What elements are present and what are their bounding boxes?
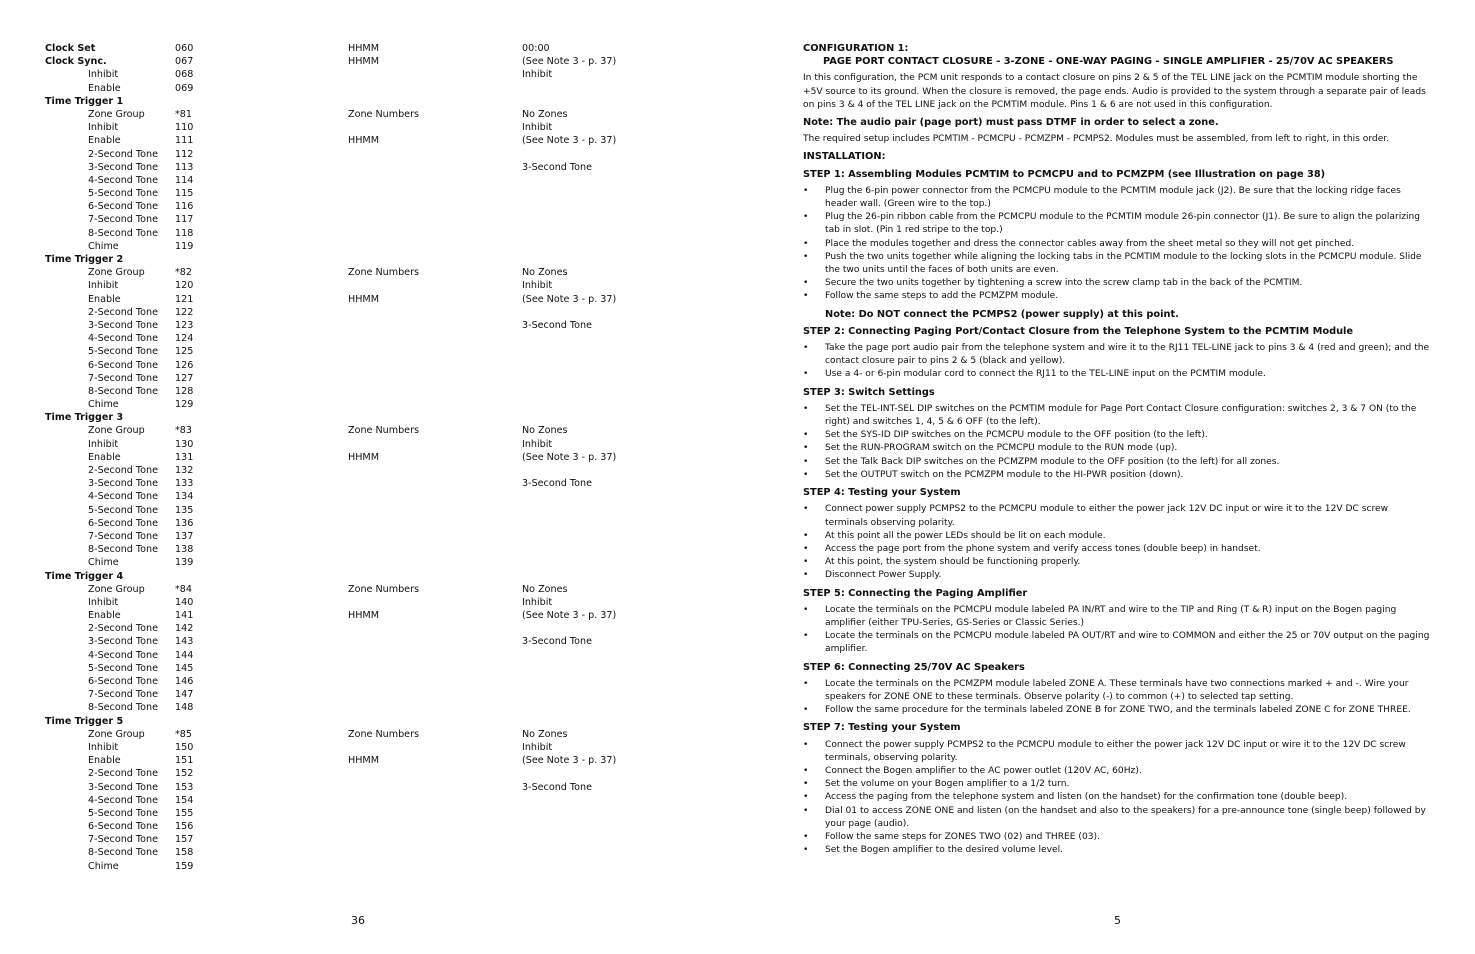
- list-item: • Set the volume on your Bogen amplifier to a 1/2 turn.: [803, 778, 1433, 791]
- row-default: Inhibit: [522, 741, 553, 753]
- row-label: 5-Second Tone: [88, 504, 159, 516]
- row-code: 117: [175, 214, 194, 226]
- row-label: 5-Second Tone: [88, 807, 159, 819]
- row-format: Zone Numbers: [348, 583, 420, 595]
- row-code: 159: [175, 860, 194, 872]
- row-label: 5-Second Tone: [88, 662, 159, 674]
- row-label: 7-Second Tone: [88, 214, 159, 226]
- row-default: (See Note 3 - p. 37): [522, 135, 617, 147]
- row-label: 8-Second Tone: [88, 847, 159, 859]
- list-item: • Take the page port audio pair from the telephone system and wire it to the RJ11 TEL-LINE jack to pins 3 & 4 (red and green); and the contact closure pair to pins 2 & 5 (black and yellow).: [803, 342, 1433, 368]
- list-item: • At this point, the system should be functioning properly.: [803, 556, 1433, 569]
- row-label: Enable: [88, 82, 121, 94]
- step3-list: [803, 403, 1433, 482]
- step5-list: [803, 604, 1433, 657]
- row-code: 148: [175, 702, 194, 714]
- row-label: 6-Second Tone: [88, 821, 159, 833]
- row-label: Inhibit: [88, 280, 119, 292]
- row-code: 116: [175, 201, 194, 213]
- row-format: HHMM: [348, 43, 379, 54]
- step3-heading: STEP 3: Switch Settings: [803, 386, 935, 398]
- row-code: 131: [175, 451, 194, 463]
- list-item: • Access the paging from the telephone system and listen (on the handset) for the confirmation tone (double beep).: [803, 791, 1433, 804]
- list-item: • Set the TEL-INT-SEL DIP switches on the PCMTIM module for Page Port Contact Closure configuration: switches 2, 3 & 7 ON (to the right) and switches 1, 4, 5 & 6 OFF (to the left).: [803, 403, 1433, 429]
- row-default: Inhibit: [522, 122, 553, 134]
- row-default: (See Note 3 - p. 37): [522, 56, 617, 68]
- list-item: • Follow the same procedure for the terminals labeled ZONE B for ZONE TWO, and the terminals labeled ZONE C for ZONE THREE.: [803, 704, 1433, 717]
- row-label: Time Trigger 4: [45, 570, 124, 582]
- row-code: 126: [175, 359, 194, 371]
- row-code: 118: [175, 227, 194, 239]
- list-item: • Connect power supply PCMPS2 to the PCMCPU module to either the power jack 12V DC input or wire it to the 12V DC screw terminals observing polarity.: [803, 503, 1433, 529]
- row-format: HHMM: [348, 451, 379, 463]
- row-code: 134: [175, 491, 194, 503]
- row-code: 133: [175, 478, 194, 490]
- row-default: 3-Second Tone: [522, 781, 593, 793]
- row-label: Enable: [88, 451, 121, 463]
- row-default: Inhibit: [522, 438, 553, 450]
- step1-heading: STEP 1: Assembling Modules PCMTIM to PCMCPU and to PCMZPM (see Illustration on page 38): [803, 168, 1326, 180]
- row-format: Zone Numbers: [348, 728, 420, 740]
- row-code: *85: [175, 728, 193, 740]
- row-label: Clock Set: [45, 43, 96, 54]
- step7-list: [803, 739, 1433, 858]
- row-label: Enable: [88, 755, 121, 767]
- row-label: 3-Second Tone: [88, 781, 159, 793]
- step6-heading: STEP 6: Connecting 25/70V AC Speakers: [803, 661, 1025, 673]
- row-code: 123: [175, 319, 194, 331]
- intro-paragraph: In this configuration, the PCM unit responds to a contact closure on pins 2 & 5 of the TEL LINE jack on the PCMTIM module shorting the +5V source to its ground. When the closure is removed, the page ends. Audio is provided to the system through a separate pair of leads on pins 3 & 4 of the TEL LINE jack on the PCMTIM module. Pins 1 & 6 are not used in this configuration.: [803, 73, 1426, 110]
- step2-list: [803, 342, 1433, 382]
- list-item: • Set the RUN-PROGRAM switch on the PCMCPU module to the RUN mode (up).: [803, 442, 1433, 455]
- step1-list: [803, 185, 1433, 304]
- row-default: No Zones: [522, 728, 568, 740]
- row-label: 8-Second Tone: [88, 702, 159, 714]
- row-code: 153: [175, 781, 194, 793]
- dtmf-note: Note: The audio pair (page port) must pass DTMF in order to select a zone.: [803, 117, 1219, 129]
- row-label: 4-Second Tone: [88, 491, 159, 503]
- row-label: Inhibit: [88, 596, 119, 608]
- list-item: • Use a 4- or 6-pin modular cord to connect the RJ11 to the TEL-LINE input on the PCMTIM module.: [803, 368, 1433, 381]
- left-page: [0, 0, 737, 954]
- row-code: 140: [175, 596, 194, 608]
- row-label: 7-Second Tone: [88, 834, 159, 846]
- config-title: CONFIGURATION 1:: [803, 43, 909, 54]
- row-label: Enable: [88, 610, 121, 622]
- row-label: 6-Second Tone: [88, 359, 159, 371]
- row-label: Inhibit: [88, 438, 119, 450]
- row-code: 115: [175, 188, 194, 200]
- row-code: 139: [175, 557, 194, 569]
- row-default: 3-Second Tone: [522, 636, 593, 648]
- row-default: No Zones: [522, 108, 568, 120]
- step2-heading: STEP 2: Connecting Paging Port/Contact Closure from the Telephone System to the PCMTIM Module: [803, 325, 1354, 337]
- installation-heading: INSTALLATION:: [803, 151, 886, 163]
- row-label: Enable: [88, 293, 121, 305]
- row-default: 3-Second Tone: [522, 319, 593, 331]
- list-item: • Connect the power supply PCMPS2 to the PCMCPU module to either the power jack 12V DC input or wire it to the 12V DC screw terminals, observing polarity.: [803, 739, 1433, 765]
- row-label: Time Trigger 3: [45, 412, 124, 424]
- step6-list: [803, 678, 1433, 718]
- row-label: 8-Second Tone: [88, 385, 159, 397]
- row-label: Chime: [88, 240, 119, 252]
- row-label: Time Trigger 5: [45, 715, 124, 727]
- row-format: HHMM: [348, 135, 379, 147]
- list-item: • Place the modules together and dress the connector cables away from the sheet metal so they will not get pinched.: [803, 238, 1433, 251]
- list-item: • At this point all the power LEDs should be lit on each module.: [803, 530, 1433, 543]
- list-item: • Follow the same steps to add the PCMZPM module.: [803, 290, 1433, 303]
- row-label: Zone Group: [88, 425, 145, 437]
- row-label: 4-Second Tone: [88, 794, 159, 806]
- row-code: 129: [175, 399, 194, 411]
- row-default: Inhibit: [522, 280, 553, 292]
- row-code: 135: [175, 504, 194, 516]
- row-code: *81: [175, 108, 193, 120]
- row-code: 145: [175, 662, 194, 674]
- row-default: (See Note 3 - p. 37): [522, 293, 617, 305]
- list-item: • Dial 01 to access ZONE ONE and listen (on the handset and also to the speakers) for a pre-announce tone (single beep) followed by your page (audio).: [803, 805, 1433, 831]
- row-label: 8-Second Tone: [88, 544, 159, 556]
- row-code: 121: [175, 293, 194, 305]
- row-code: 130: [175, 438, 194, 450]
- row-label: 6-Second Tone: [88, 676, 159, 687]
- row-label: 4-Second Tone: [88, 649, 159, 661]
- config-subtitle: PAGE PORT CONTACT CLOSURE - 3-ZONE - ONE-WAY PAGING - SINGLE AMPLIFIER - 25/70V AC SPEAKERS: [823, 56, 1394, 68]
- row-label: 7-Second Tone: [88, 372, 159, 384]
- row-code: *84: [175, 583, 193, 595]
- row-default: (See Note 3 - p. 37): [522, 610, 617, 622]
- row-default: No Zones: [522, 267, 568, 279]
- row-code: 155: [175, 807, 194, 819]
- row-label: Zone Group: [88, 728, 145, 740]
- row-code: 147: [175, 689, 194, 701]
- left-page-number: 36: [351, 914, 365, 927]
- row-code: 114: [175, 174, 194, 186]
- row-code: 111: [175, 135, 194, 147]
- row-label: 2-Second Tone: [88, 768, 159, 780]
- row-code: 128: [175, 385, 194, 397]
- row-code: 113: [175, 161, 194, 173]
- row-default: No Zones: [522, 425, 568, 437]
- row-code: 154: [175, 794, 194, 806]
- row-code: 156: [175, 821, 194, 833]
- row-code: 125: [175, 346, 194, 358]
- list-item: • Secure the two units together by tightening a screw into the screw clamp tab in the back of the PCMTIM.: [803, 277, 1433, 290]
- row-default: Inhibit: [522, 596, 553, 608]
- row-label: Time Trigger 1: [45, 95, 124, 107]
- row-code: 124: [175, 333, 194, 345]
- list-item: • Locate the terminals on the PCMCPU module labeled PA IN/RT and wire to the TIP and Ring (T & R) input on the Bogen paging amplifier (either TPU-Series, GS-Series or Classic Series.): [803, 604, 1433, 630]
- row-label: 3-Second Tone: [88, 161, 159, 173]
- step5-heading: STEP 5: Connecting the Paging Amplifier: [803, 587, 1028, 599]
- row-code: 150: [175, 741, 194, 753]
- list-item: • Disconnect Power Supply.: [803, 569, 1433, 582]
- row-code: 067: [175, 56, 194, 68]
- row-code: 151: [175, 755, 194, 767]
- row-code: 141: [175, 610, 194, 622]
- configuration-text: [803, 42, 1433, 861]
- row-default: 3-Second Tone: [522, 161, 593, 173]
- row-label: 5-Second Tone: [88, 346, 159, 358]
- row-format: Zone Numbers: [348, 108, 420, 120]
- right-page-number: 5: [1114, 914, 1121, 927]
- row-code: 068: [175, 69, 194, 81]
- row-default: 3-Second Tone: [522, 478, 593, 490]
- row-default: (See Note 3 - p. 37): [522, 451, 617, 463]
- list-item: • Locate the terminals on the PCMCPU module labeled PA OUT/RT and wire to COMMON and either the 25 or 70V output on the paging amplifier.: [803, 630, 1433, 656]
- row-label: 4-Second Tone: [88, 174, 159, 186]
- list-item: • Set the OUTPUT switch on the PCMZPM module to the HI-PWR position (down).: [803, 469, 1433, 482]
- row-label: 3-Second Tone: [88, 319, 159, 331]
- row-format: HHMM: [348, 755, 379, 767]
- row-code: 136: [175, 517, 194, 529]
- row-code: 119: [175, 240, 194, 252]
- row-default: No Zones: [522, 583, 568, 595]
- step4-list: [803, 503, 1433, 582]
- row-label: 3-Second Tone: [88, 636, 159, 648]
- step1-note: Note: Do NOT connect the PCMPS2 (power supply) at this point.: [825, 308, 1179, 320]
- row-code: 138: [175, 544, 194, 556]
- row-code: 137: [175, 530, 194, 542]
- row-code: 112: [175, 148, 194, 160]
- row-default: (See Note 3 - p. 37): [522, 755, 617, 767]
- row-label: Time Trigger 2: [45, 254, 124, 265]
- row-default: 00:00: [522, 43, 550, 54]
- right-page: [737, 0, 1475, 954]
- row-label: Chime: [88, 860, 119, 872]
- row-code: 146: [175, 676, 194, 687]
- row-format: Zone Numbers: [348, 267, 420, 279]
- row-label: Enable: [88, 135, 121, 147]
- row-label: Clock Sync.: [45, 56, 107, 68]
- row-default: Inhibit: [522, 69, 553, 81]
- row-code: 144: [175, 649, 194, 661]
- row-code: 110: [175, 122, 194, 134]
- list-item: • Access the page port from the phone system and verify access tones (double beep) in handset.: [803, 543, 1433, 556]
- row-format: HHMM: [348, 293, 379, 305]
- row-label: Zone Group: [88, 583, 145, 595]
- row-code: 152: [175, 768, 194, 780]
- row-label: 2-Second Tone: [88, 148, 159, 160]
- list-item: • Follow the same steps for ZONES TWO (02) and THREE (03).: [803, 831, 1433, 844]
- row-label: 5-Second Tone: [88, 188, 159, 200]
- row-label: 7-Second Tone: [88, 530, 159, 542]
- row-code: 122: [175, 306, 194, 318]
- row-label: 4-Second Tone: [88, 333, 159, 345]
- row-format: HHMM: [348, 56, 379, 68]
- setup-paragraph: The required setup includes PCMTIM - PCMCPU - PCMZPM - PCMPS2. Modules must be assembled, from left to right, in this order.: [803, 134, 1390, 145]
- list-item: • Plug the 6-pin power connector from the PCMCPU module to the PCMTIM module jack (J2). Be sure that the locking ridge faces header wall. (Green wire to the top.): [803, 185, 1433, 211]
- row-code: 132: [175, 465, 194, 476]
- row-label: 2-Second Tone: [88, 465, 159, 476]
- row-label: Zone Group: [88, 267, 145, 279]
- step7-heading: STEP 7: Testing your System: [803, 722, 961, 734]
- row-label: Zone Group: [88, 108, 145, 120]
- row-code: 120: [175, 280, 194, 292]
- row-code: 069: [175, 82, 194, 94]
- row-format: HHMM: [348, 610, 379, 622]
- row-label: 7-Second Tone: [88, 689, 159, 701]
- row-label: 3-Second Tone: [88, 478, 159, 490]
- row-code: 142: [175, 623, 194, 635]
- row-label: Inhibit: [88, 122, 119, 134]
- list-item: • Set the Talk Back DIP switches on the PCMZPM module to the OFF position (to the left) for all zones.: [803, 456, 1433, 469]
- list-item: • Push the two units together while aligning the locking tabs in the PCMTIM module to the locking slots in the PCMCPU module. Slide the two units until the faces of both units are even.: [803, 251, 1433, 277]
- row-label: Inhibit: [88, 741, 119, 753]
- row-label: Chime: [88, 557, 119, 569]
- list-item: • Locate the terminals on the PCMZPM module labeled ZONE A. These terminals have two connections marked + and -. Wire your speakers for ZONE ONE to these terminals. Observe polarity (-) to common (+) to selected tap setting.: [803, 678, 1433, 704]
- row-code: *83: [175, 425, 193, 437]
- row-format: Zone Numbers: [348, 425, 420, 437]
- row-label: 8-Second Tone: [88, 227, 159, 239]
- list-item: • Plug the 26-pin ribbon cable from the PCMCPU module to the PCMTIM module 26-pin connector (J1). Be sure to align the polarizing tab in slot. (Pin 1 red stripe to the top.): [803, 211, 1433, 237]
- list-item: • Set the Bogen amplifier to the desired volume level.: [803, 844, 1433, 857]
- step4-heading: STEP 4: Testing your System: [803, 487, 961, 499]
- row-code: 143: [175, 636, 194, 648]
- row-code: 127: [175, 372, 194, 384]
- row-label: Inhibit: [88, 69, 119, 81]
- row-code: 060: [175, 43, 194, 54]
- row-code: 157: [175, 834, 194, 846]
- row-label: 2-Second Tone: [88, 306, 159, 318]
- row-label: 2-Second Tone: [88, 623, 159, 635]
- list-item: • Set the SYS-ID DIP switches on the PCMCPU module to the OFF position (to the left).: [803, 429, 1433, 442]
- row-label: 6-Second Tone: [88, 517, 159, 529]
- row-label: Chime: [88, 399, 119, 411]
- row-code: 158: [175, 847, 194, 859]
- row-code: *82: [175, 267, 193, 279]
- list-item: • Connect the Bogen amplifier to the AC power outlet (120V AC, 60Hz).: [803, 765, 1433, 778]
- row-label: 6-Second Tone: [88, 201, 159, 213]
